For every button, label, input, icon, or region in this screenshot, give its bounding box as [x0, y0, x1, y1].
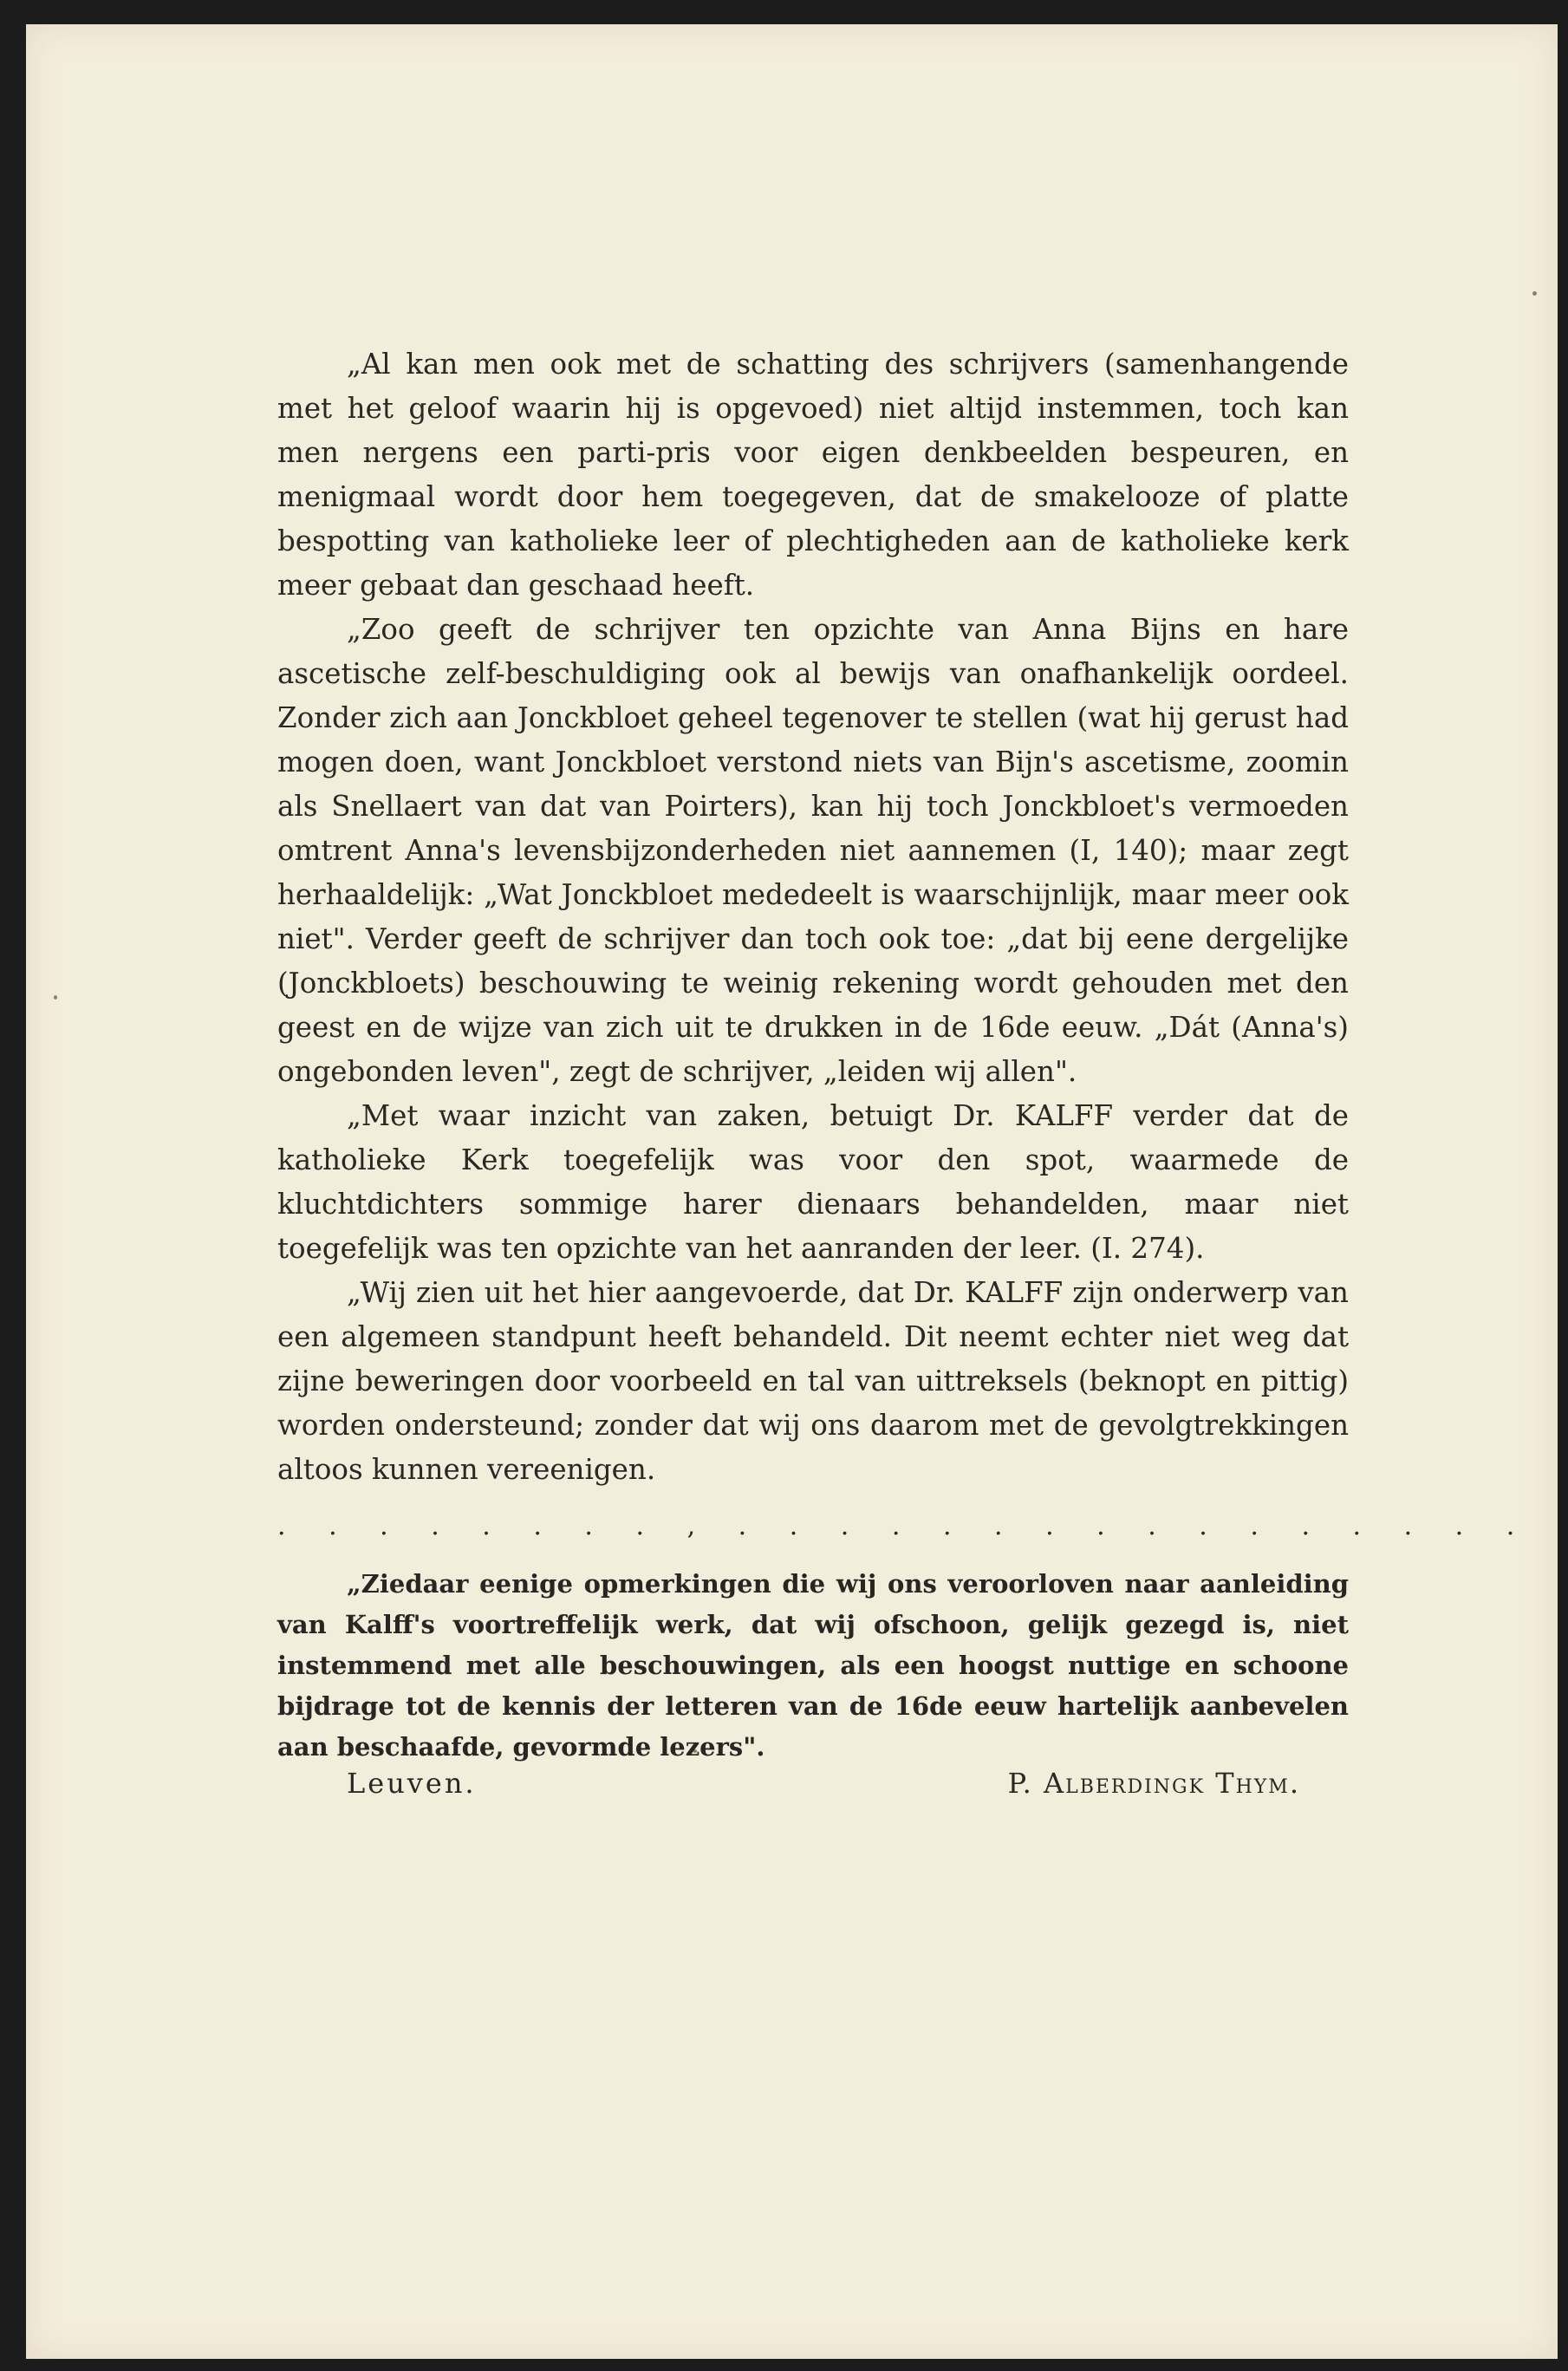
paper-speck [1532, 291, 1537, 296]
closing-paragraph: „Ziedaar eenige opmerkingen die wij ons veroorloven naar aanleiding van Kalff's voortreffelijk werk, dat wij ofschoon, gelijk gezegd is, niet instemmend met alle beschouwingen, als een hoogst nuttige en schoone bijdrage tot de kennis der letteren van de 16de eeuw hartelijk aanbevelen aan beschaafde, gevormde lezers". [277, 1569, 1349, 1762]
signature-place: Leuven. [347, 1767, 477, 1800]
paragraph-3: „Met waar inzicht van zaken, betuigt Dr. KALFF verder dat de katholieke Kerk toegefelijk was voor den spot, waarmede de kluchtdichters sommige harer dienaars behandelden, maar niet toegefelijk was ten opzichte van het aanranden der leer. (I. 274). [277, 1099, 1349, 1265]
paragraph-4: „Wij zien uit het hier aangevoerde, dat Dr. KALFF zijn onderwerp van een algemeen standpunt heeft behandeld. Dit neemt echter niet weg dat zijne beweringen door voorbeeld en tal van uittreksels (beknopt en pittig) worden ondersteund; zonder dat wij ons daarom met de gevolgtrekkingen altoos kunnen vereenigen. [277, 1276, 1349, 1486]
omission-dots: . . . . . . . . , . . . . . . . . . . . . . . . . [277, 1511, 1532, 1541]
paragraph-1: „Al kan men ook met de schatting des schrijvers (samenhangende met het geloof waarin hij is opgevoed) niet altijd instemmen, toch kan men nergens een parti-pris voor eigen denkbeelden bespeuren, en menigmaal wordt door hem toegegeven, dat de smakelooze of platte bespotting van katholieke leer of plechtigheden aan de katholieke kerk meer gebaat dan geschaad heeft. [277, 348, 1349, 602]
article-body [277, 342, 1532, 1768]
signature-author: P. Alberdingk Thym. [1007, 1767, 1300, 1800]
paragraph-2: „Zoo geeft de schrijver ten opzichte van Anna Bijns en hare ascetische zelf-beschuldiging ook al bewijs van onafhankelijk oordeel. Zonder zich aan Jonckbloet geheel tegenover te stellen (wat hij gerust had mogen doen, want Jonckbloet verstond niets van Bijn's ascetisme, zoomin als Snellaert van dat van Poirters), kan hij toch Jonckbloet's vermoeden omtrent Anna's levensbijzonderheden niet aannemen (I, 140); maar zegt herhaaldelijk: „Wat Jonckbloet mededeelt is waarschijnlijk, maar meer ook niet". Verder geeft de schrijver dan toch ook toe: „dat bij eene dergelijke (Jonckbloets) beschouwing te weinig rekening wordt gehouden met den geest en de wijze van zich uit te drukken in de 16de eeuw. „Dát (Anna's) ongebonden leven", zegt de schrijver, „leiden wij allen". [277, 613, 1349, 1088]
paper-speck [54, 995, 57, 1000]
